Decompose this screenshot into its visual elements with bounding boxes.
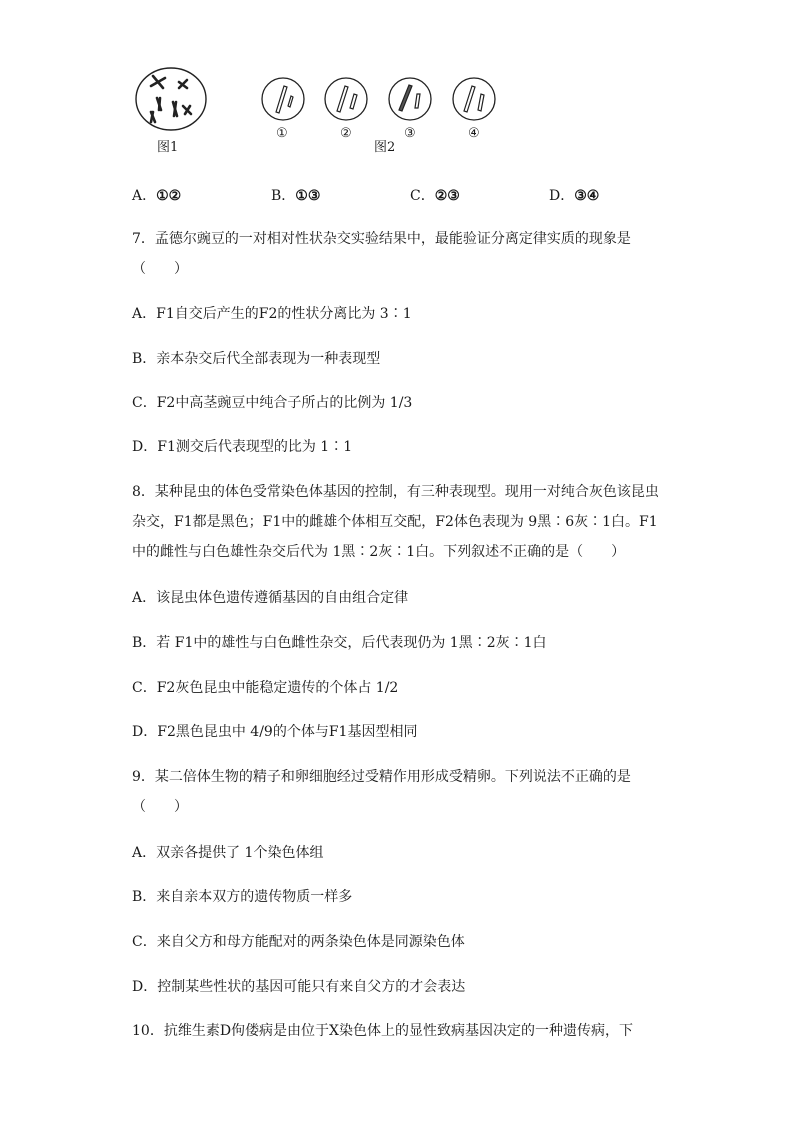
q8-stem-line-2: 杂交，F1都是黑色；F1中的雌雄个体相互交配，F2体色表现为 9黑∶6灰∶1白。F1 xyxy=(132,514,658,530)
q8-option-a: A．该昆虫体色遗传遵循基因的自由组合定律 xyxy=(132,590,409,606)
figure-2-cell-3 xyxy=(387,76,433,122)
q6-option-a: A．①② xyxy=(132,188,182,204)
q7-option-a: A．F1自交后产生的F2的性状分离比为 3∶1 xyxy=(132,306,412,322)
q9-paren: （ ） xyxy=(132,799,188,815)
cell-label-1: ① xyxy=(276,126,288,141)
q7-option-c: C．F2中高茎豌豆中纯合子所占的比例为 1/3 xyxy=(132,395,413,411)
figure-1-caption: 图1 xyxy=(157,140,179,155)
figure-1-cell xyxy=(133,66,209,132)
q6-option-d: D．③④ xyxy=(549,188,600,204)
q9-option-c: C．来自父方和母方能配对的两条染色体是同源染色体 xyxy=(132,934,465,950)
figure-2-cell-4 xyxy=(451,76,497,122)
q9-stem: 9．某二倍体生物的精子和卵细胞经过受精作用形成受精卵。下列说法不正确的是 xyxy=(132,769,631,785)
cell-label-3: ③ xyxy=(404,126,416,141)
q6-option-b: B．①③ xyxy=(271,188,321,204)
q7-stem: 7．孟德尔豌豆的一对相对性状杂交实验结果中，最能验证分离定律实质的现象是 xyxy=(132,231,631,247)
cell-label-4: ④ xyxy=(468,126,480,141)
q8-stem-line-3: 中的雌性与白色雄性杂交后代为 1黑∶2灰∶1白。下列叙述不正确的是（ ） xyxy=(132,544,626,560)
q8-option-c: C．F2灰色昆虫中能稳定遗传的个体占 1/2 xyxy=(132,680,399,696)
q8-option-b: B．若 F1中的雄性与白色雌性杂交，后代表现仍为 1黑∶2灰∶1白 xyxy=(132,635,547,651)
q10-stem-line-1: 10．抗维生素D佝偻病是由位于X染色体上的显性致病基因决定的一种遗传病，下 xyxy=(132,1023,634,1039)
figure-2-cell-1 xyxy=(260,76,306,122)
cell-label-2: ② xyxy=(340,126,352,141)
q9-option-b: B．来自亲本双方的遗传物质一样多 xyxy=(132,889,353,905)
q8-stem-line-1: 8．某种昆虫的体色受常染色体基因的控制，有三种表现型。现用一对纯合灰色该昆虫 xyxy=(132,484,659,500)
figure-2-caption: 图2 xyxy=(374,140,396,155)
q8-option-d: D．F2黑色昆虫中 4/9的个体与F1基因型相同 xyxy=(132,724,418,740)
q9-option-d: D．控制某些性状的基因可能只有来自父方的才会表达 xyxy=(132,979,466,995)
q6-option-c: C．②③ xyxy=(410,188,460,204)
figure-2-cell-2 xyxy=(323,76,369,122)
q7-paren: （ ） xyxy=(132,261,188,277)
q7-option-d: D．F1测交后代表现型的比为 1∶1 xyxy=(132,439,353,455)
q7-option-b: B．亲本杂交后代全部表现为一种表现型 xyxy=(132,351,381,367)
q9-option-a: A．双亲各提供了 1个染色体组 xyxy=(132,845,324,861)
